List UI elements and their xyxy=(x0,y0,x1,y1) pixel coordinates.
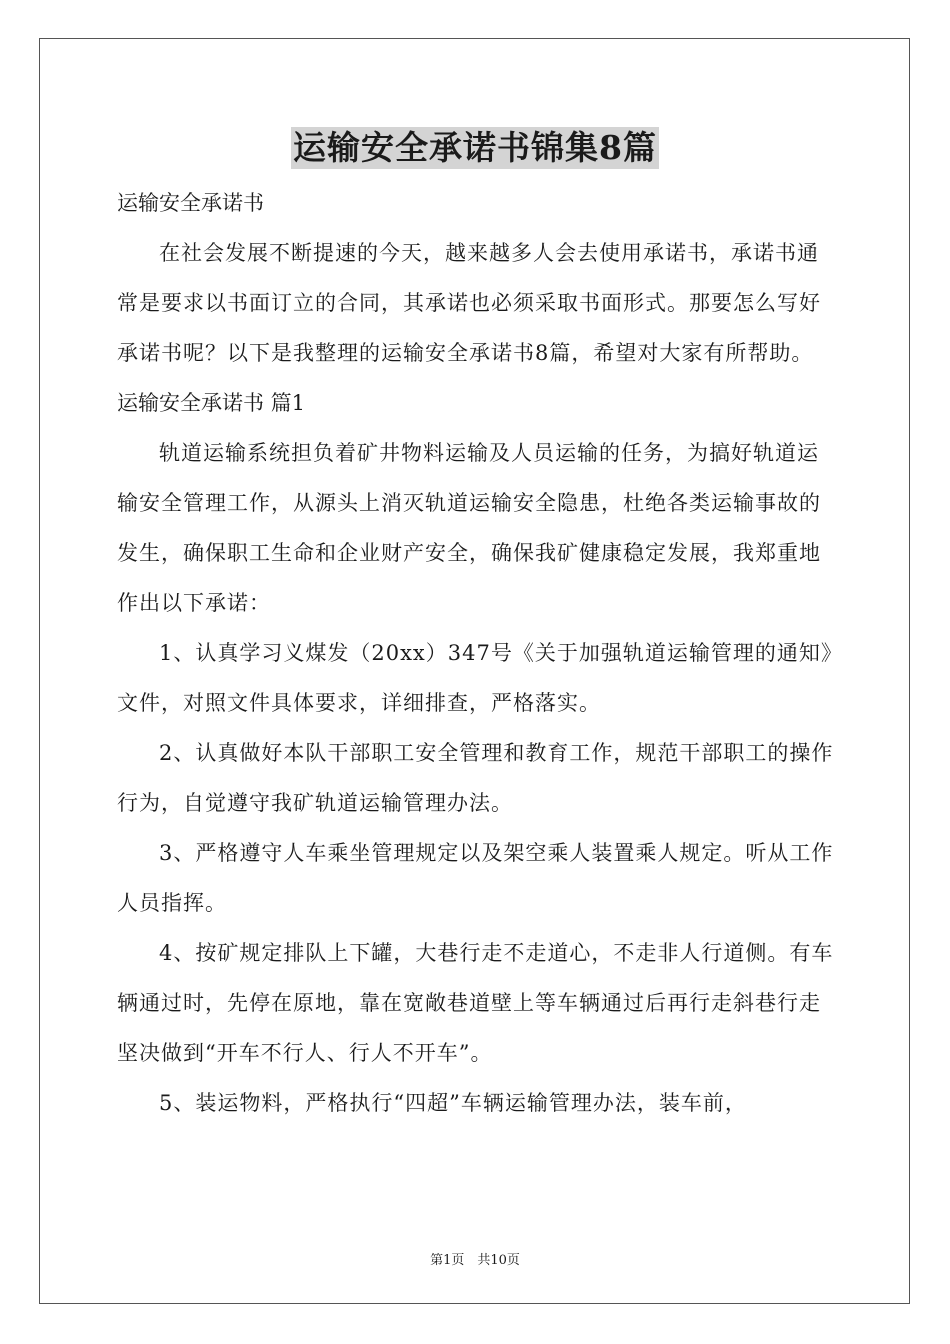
paragraph: 4、按矿规定排队上下罐，大巷行走不走道心，不走非人行道侧。有车辆通过时，先停在原地，靠在宽敞巷道壁上等车辆通过后再行走斜巷行走坚决做到“开车不行人、行人不开车”。 xyxy=(117,941,834,1065)
paragraph: 轨道运输系统担负着矿井物料运输及人员运输的任务，为搞好轨道运输安全管理工作，从源头上消灭轨道运输安全隐患，杜绝各类运输事故的发生，确保职工生命和企业财产安全，确保我矿健康稳定发展，我郑重地作出以下承诺： xyxy=(117,441,821,615)
document-title: 运输安全承诺书锦集8篇 xyxy=(293,128,657,167)
page-number: 第1页 共10页 xyxy=(430,1253,520,1268)
section-heading: 运输安全承诺书 xyxy=(117,191,264,215)
paragraph: 3、严格遵守人车乘坐管理规定以及架空乘人装置乘人规定。听从工作人员指挥。 xyxy=(117,841,834,915)
section-heading: 运输安全承诺书 篇1 xyxy=(117,391,306,415)
paragraph: 5、装运物料，严格执行“四超”车辆运输管理办法，装车前， xyxy=(159,1091,747,1115)
document-body xyxy=(117,178,837,1128)
paragraph: 1、认真学习义煤发（20xx）347号《关于加强轨道运输管理的通知》文件，对照文件具体要求，详细排查，严格落实。 xyxy=(117,641,833,715)
paragraph: 在社会发展不断提速的今天，越来越多人会去使用承诺书，承诺书通常是要求以书面订立的合同，其承诺也必须采取书面形式。那要怎么写好承诺书呢？以下是我整理的运输安全承诺书8篇，希望对大家有所帮助。 xyxy=(117,241,821,365)
page-footer xyxy=(0,1249,950,1268)
paragraph: 2、认真做好本队干部职工安全管理和教育工作，规范干部职工的操作行为，自觉遵守我矿轨道运输管理办法。 xyxy=(117,741,834,815)
title-container xyxy=(0,127,950,169)
